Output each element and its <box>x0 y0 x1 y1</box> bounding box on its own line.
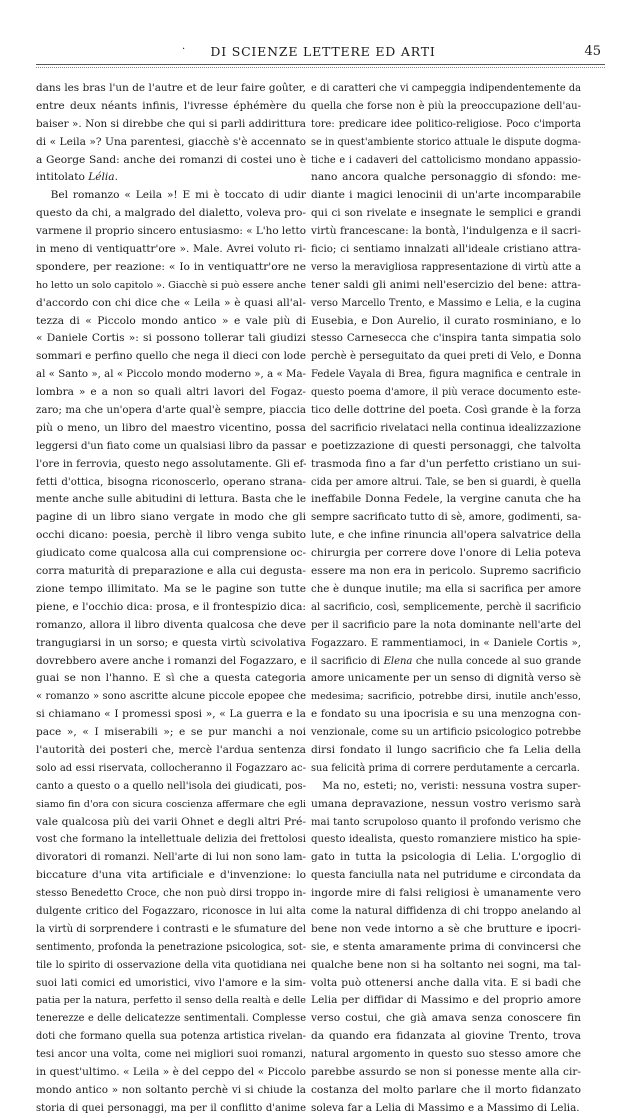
text-line: Lelia per diffidar di Massimo e del proprio amore <box>311 994 581 1007</box>
text-line: come la natural diffidenza di chi troppo anelando al <box>311 905 581 917</box>
text-line: si chiamano « I promessi sposi », « La guerra e la <box>36 708 306 721</box>
text-line: patia per la natura, perfetto il senso della realtà e delle <box>36 995 306 1007</box>
text-line: lombra » e a non so quali altri lavori del Fogaz- <box>36 386 306 399</box>
text-line: sempre sacrificato tutto di sè, amore, godimenti, sa- <box>311 512 581 524</box>
text-line: storia di quei personaggi, ma per il conflitto d'anime <box>36 1102 306 1114</box>
text-line: ho letto un solo capitolo ». Giacchè si può essere anche <box>36 279 306 291</box>
text-line: dirsi fondato il lungo sacrificio che fa Lelia della <box>311 743 581 756</box>
text-line: da quando era fidanzata al giovine Trento, trova <box>311 1030 581 1043</box>
text-line: bene non vede intorno a sè che brutture e ipocri- <box>311 922 581 935</box>
text-line: intitolato Lélia. <box>36 171 118 184</box>
text-line: sommari e perfino quello che nega il dieci con lode <box>36 350 306 363</box>
text-line: guai se non l'hanno. E sì che a questa categoria <box>36 672 306 685</box>
text-line: medesima; sacrificio, potrebbe dirsi, inutile anch'esso, <box>311 691 581 703</box>
text-line: Ma no, esteti; no, veristi: nessuna vostra super- <box>311 779 581 792</box>
text-line: fetti d'ottica, bisogna riconoscerlo, operano strana- <box>36 476 306 488</box>
text-line: a George Sand: anche dei romanzi di costei uno è <box>36 153 306 166</box>
text-line: varmene il proprio sincero entusiasmo: « L'ho letto <box>36 225 306 238</box>
text-line: Eusebia, e Don Aurelio, il curato rosminiano, e lo <box>311 314 581 327</box>
header-ornament: · <box>182 44 186 55</box>
text-line: vale qualcosa più dei varii Ohnet e degli altri Pré- <box>36 815 306 828</box>
header-rule-dotted <box>36 67 605 68</box>
header-rule <box>36 64 605 65</box>
text-line: leggersi d'un fiato come un qualsiasi libro da passar <box>36 440 306 452</box>
text-line: Fedele Vayala di Brea, figura magnifica e centrale in <box>311 369 581 381</box>
text-line: la virtù di sorprendere i contrasti e le sfumature del <box>36 923 306 935</box>
text-line: tesi ancor una volta, come nei migliori suoi romanzi, <box>36 1049 306 1061</box>
text-line: sua felicità prima di correre perdutamente a cercarla. <box>311 762 580 774</box>
text-line: tenerezze e delle delicatezze sentimentali. Complesse <box>36 1013 306 1025</box>
text-line: solo ad essi riservata, collocheranno il Fogazzaro ac- <box>36 762 306 774</box>
text-line: zaro; ma che un'opera d'arte qual'è sempre, piaccia <box>36 405 306 417</box>
running-title: DI SCIENZE LETTERE ED ARTI <box>210 44 436 59</box>
text-line: quella che forse non è più la preoccupazione dell'au- <box>311 100 581 112</box>
text-line: tezza di « Piccolo mondo antico » e vale più di <box>36 314 306 327</box>
text-line: tore: predicare idee politico-religiose. Poco c'importa <box>311 118 581 130</box>
text-line: nano ancora qualche personaggio di sfondo: me- <box>311 171 581 184</box>
text-line: e fondato su una ipocrisia e su una menzogna con- <box>311 708 581 721</box>
text-line: venzionale, come su un artificio psicologico potrebbe <box>311 727 581 739</box>
text-line: in meno di ventiquattr'ore ». Male. Avrei voluto ri- <box>36 243 306 256</box>
text-line: questo poema d'amore, il più verace documento este- <box>311 387 581 399</box>
text-line: qui ci son rivelate e insegnate le semplici e grandi <box>311 207 581 220</box>
text-line: d'accordo con chi dice che « Leila » è quasi all'al- <box>36 296 306 309</box>
text-line: il sacrificio di Elena che nulla concede al suo grande <box>311 655 581 667</box>
text-line: al sacrificio, così, semplicemente, perchè il sacrificio <box>311 601 581 613</box>
text-line: dulgente critico del Fogazzaro, riconosce in lui alta <box>36 905 306 917</box>
text-line: essere ma non era in pericolo. Supremo sacrificio <box>311 565 581 578</box>
text-line: dovrebbero avere anche i romanzi del Fogazzaro, e <box>36 654 306 667</box>
text-line: mondo antico » non soltanto perchè vi si chiude la <box>36 1083 306 1096</box>
text-line: lute, e che infine rinuncia all'opera salvatrice della <box>311 529 581 542</box>
text-line: mente anche sulle abitudini di lettura. Basta che le <box>36 493 306 506</box>
text-line: pagine di un libro siano vergate in modo che gli <box>36 511 306 524</box>
text-line: ineffabile Donna Fedele, la vergine canuta che ha <box>311 493 581 506</box>
text-line: stesso Benedetto Croce, che non può dirsi troppo in- <box>36 888 306 900</box>
text-line: ingorde mire di falsi religiosi è umanamente vero <box>311 887 581 900</box>
text-line: verso costui, che già amava senza conoscere fin <box>311 1012 581 1025</box>
text-line: suoi lati comici ed umoristici, vivo l'amore e la sim- <box>36 977 306 989</box>
text-line: cida per amore altrui. Tale, se ben si guardi, è quella <box>311 476 581 488</box>
text-line: sie, e stenta amaramente prima di convincersi che <box>311 940 581 953</box>
text-line: « Daniele Cortis »: si possono tollerar tali giudizi <box>36 332 306 345</box>
text-line: questa fanciulla nata nel putridume e circondata da <box>311 870 581 882</box>
text-line: virtù francescane: la bontà, l'indulgenza e il sacri- <box>311 225 581 238</box>
text-line: pace », « I miserabili »; e se pur manchi a noi <box>36 726 306 739</box>
left-column <box>36 80 306 1118</box>
text-line: soleva far a Lelia di Massimo e a Massimo di Lelia. <box>311 1101 580 1114</box>
text-line: sentimento, profonda la penetrazione psicologica, sot- <box>36 941 306 953</box>
text-line: e di caratteri che vi campeggia indipendentemente da <box>311 83 581 94</box>
running-header <box>38 44 603 64</box>
text-line: qualche bene non si ha soltanto nei sogni, ma tal- <box>311 958 581 971</box>
text-line: costanza del molto parlare che il morto fidanzato <box>311 1083 581 1096</box>
text-line: baiser ». Non si direbbe che qui si parli addirittura <box>36 117 306 130</box>
text-line: zione tempo illimitato. Ma se le pagine son tutte <box>36 582 306 595</box>
text-line: questo idealista, questo romanziere mistico ha spie- <box>311 834 581 846</box>
text-line: piene, e l'occhio dica: prosa, e il frontespizio dica: <box>36 600 306 613</box>
text-line: umana depravazione, nessun vostro verismo sarà <box>311 797 581 810</box>
text-line: Fogazzaro. E rammentiamoci, in « Daniele Cortis », <box>311 637 581 649</box>
text-line: parebbe assurdo se non si ponesse mente alla cir- <box>311 1065 581 1078</box>
text-line: tico delle dottrine del poeta. Così grande è la forza <box>311 404 581 417</box>
right-column <box>311 80 581 1118</box>
text-line: perchè è perseguitato da quei preti di Velo, e Donna <box>311 351 581 363</box>
text-line: trasmoda fino a far d'un perfetto cristiano un sui- <box>311 457 581 470</box>
text-line: biccature d'una vita artificiale e d'invenzione: lo <box>36 869 306 882</box>
text-line: tile lo spirito di osservazione della vita quotidiana nei <box>36 959 306 971</box>
page-number: 45 <box>584 44 601 59</box>
text-line: amore unicamente per un senso di dignità verso sè <box>311 672 581 685</box>
text-line: l'ore in ferrovia, questo nego assolutamente. Gli ef- <box>36 457 306 470</box>
text-line: verso Marcello Trento, e Massimo e Lelia, e la cugina <box>311 297 581 309</box>
text-line: canto a questo o a quello nell'isola dei giudicati, pos- <box>36 780 306 792</box>
text-line: chirurgia per correre dove l'onore di Lelia poteva <box>311 547 581 560</box>
text-line: trangugiarsi in un sorso; e questa virtù scivolativa <box>36 636 306 649</box>
text-line: questo da chi, a malgrado del dialetto, voleva pro- <box>36 207 306 220</box>
text-line: occhi dicano: poesia, perchè il libro venga subito <box>36 529 306 542</box>
text-line: volta può ottenersi anche dalla vita. E si badi che <box>311 976 581 989</box>
text-line: se in quest'ambiente storico attuale le dispute dogma- <box>311 136 581 148</box>
text-line: romanzo, allora il libro diventa qualcosa che deve <box>36 618 306 631</box>
text-line: tener saldi gli animi nell'esercizio del bene: attra- <box>311 278 581 291</box>
text-line: siamo fin d'ora con sicura coscienza affermare che egli <box>36 798 306 810</box>
text-line: ficio; ci sentiamo innalzati all'ideale cristiano attra- <box>311 244 581 256</box>
text-line: gato in tutta la psicologia di Lelia. L'orgoglio di <box>311 851 581 864</box>
text-line: l'autorità dei posteri che, mercè l'ardua sentenza <box>36 743 306 756</box>
text-line: doti che formano quella sua potenza artistica rivelan- <box>36 1031 306 1043</box>
text-line: vost che formano la intellettuale delizia dei frettolosi <box>36 834 306 846</box>
text-line: stesso Carnesecca che c'inspira tanta simpatia solo <box>311 333 581 345</box>
text-line: giudicato come qualcosa alla cui comprensione oc- <box>36 547 306 560</box>
text-line: « romanzo » sono ascritte alcune piccole epopee che <box>36 691 306 703</box>
text-line: mai tanto scrupoloso quanto il profondo verismo che <box>311 816 581 828</box>
text-line: diante i magici lenocinii di un'arte incomparabile <box>311 189 581 202</box>
text-line: corra maturità di preparazione e alla cui degusta- <box>36 565 306 578</box>
text-line: entre deux néants infinis, l'ivresse éphémère du <box>36 99 306 112</box>
text-line: verso la meravigliosa rappresentazione di virtù atte a <box>311 261 581 273</box>
text-line: natural argomento in questo suo stesso amore che <box>311 1048 581 1061</box>
text-line: tiche e i cadaveri del cattolicismo mondano appassio- <box>311 154 581 166</box>
text-line: Bel romanzo « Leila »! E mi è toccato di udir <box>36 189 306 202</box>
text-line: che è dunque inutile; ma ella si sacrifica per amore <box>311 583 581 595</box>
text-line: per il sacrificio pare la nota dominante nell'arte del <box>311 619 581 631</box>
text-line: dans les bras l'un de l'autre et de leur faire goûter, <box>36 82 306 94</box>
text-line: più o meno, un libro del maestro vicentino, possa <box>36 421 306 434</box>
text-line: in quest'ultimo. « Leila » è del ceppo del « Piccolo <box>36 1065 306 1078</box>
text-line: divoratori di romanzi. Nell'arte di lui non sono lam- <box>36 852 306 864</box>
text-line: al « Santo », al « Piccolo mondo moderno », a « Ma- <box>36 369 306 381</box>
text-line: spondere, per reazione: « Io in ventiquattr'ore ne <box>36 260 306 273</box>
text-line: di « Leila »? Una parentesi, giacchè s'è accennato <box>36 135 306 148</box>
text-line: del sacrificio rivelataci nella continua idealizzazione <box>311 422 581 434</box>
text-line: e poetizzazione di questi personaggi, che talvolta <box>311 439 581 452</box>
